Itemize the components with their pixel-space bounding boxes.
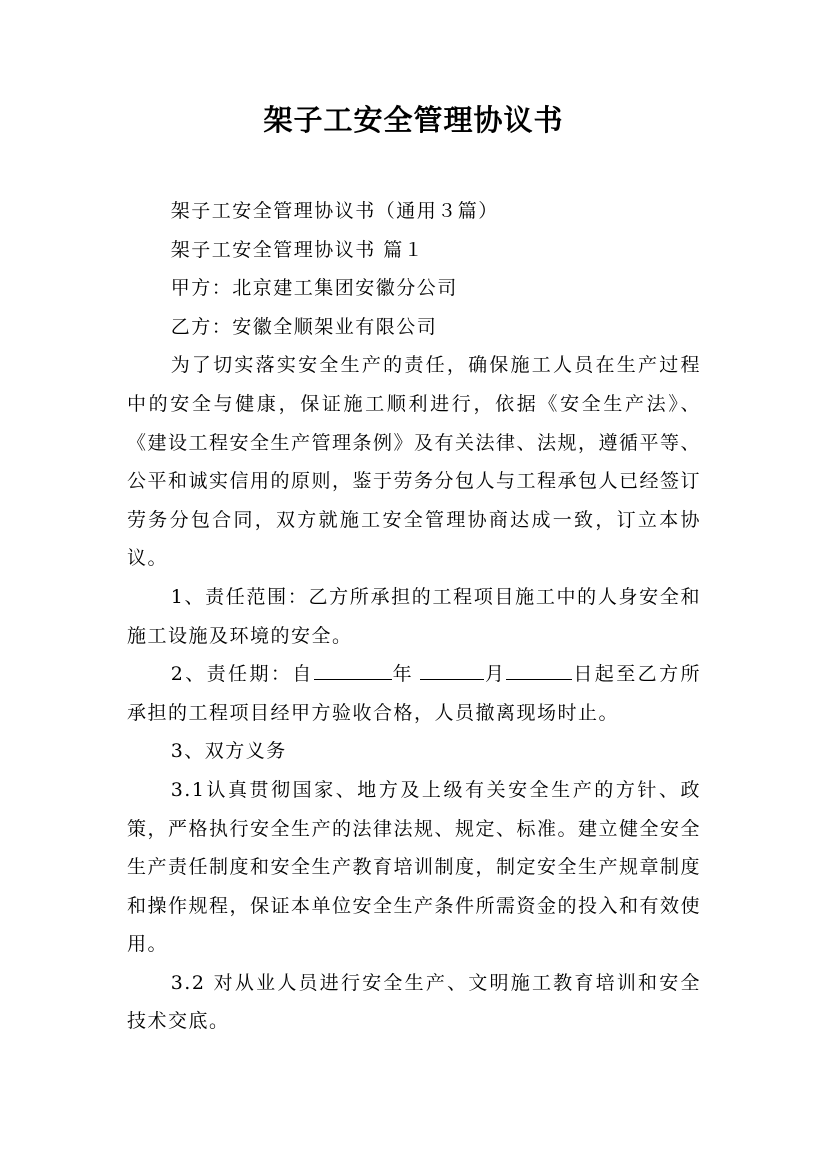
clause-2 (127, 655, 701, 732)
clause-2-year: 年 (391, 663, 415, 686)
party-b: 乙方：安徽全顺架业有限公司 (170, 315, 438, 338)
clause-3: 3、双方义务 (170, 740, 287, 763)
clause-2-month: 月 (484, 663, 507, 686)
day-blank (506, 659, 572, 680)
party-a: 甲方：北京建工集团安徽分公司 (170, 277, 458, 300)
document-body (127, 192, 701, 1041)
clause-1: 1、责任范围：乙方所承担的工程项目施工中的人身安全和施工设施及环境的安全。 (127, 585, 701, 647)
year-blank (314, 659, 392, 680)
intro-paragraph: 为了切实落实安全生产的责任，确保施工人员在生产过程中的安全与健康，保证施工顺利进行，依据《安全生产法》、《建设工程安全生产管理条例》及有关法律、法规，遵循平等、公平和诚实信用的原则，鉴于劳务分包人与工程承包人已经签订劳务分包合同，双方就施工安全管理协商达成一致，订立本协议。 (127, 354, 702, 570)
clause-3-1: 3.1认真贯彻国家、地方及上级有关安全生产的方针、政策，严格执行安全生产的法律法规、规定、标准。建立健全安全生产责任制度和安全生产教育培训制度，制定安全生产规章制度和操作规程，保证本单位安全生产条件所需资金的投入和有效使用。 (127, 778, 702, 956)
month-blank (420, 659, 484, 680)
clause-2-prefix: 2、责任期：自 (170, 663, 314, 686)
clause-2-rest: 日起至乙方所承担的工程项目经甲方验收合格，人员撤离现场时止。 (127, 663, 701, 724)
document-title: 架子工安全管理协议书 (263, 103, 564, 137)
clause-3-2: 3.2 对从业人员进行安全生产、文明施工教育培训和安全技术交底。 (127, 971, 701, 1033)
section-heading: 架子工安全管理协议书 篇１ (170, 238, 425, 261)
subtitle: 架子工安全管理协议书（通用３篇） (170, 200, 499, 222)
